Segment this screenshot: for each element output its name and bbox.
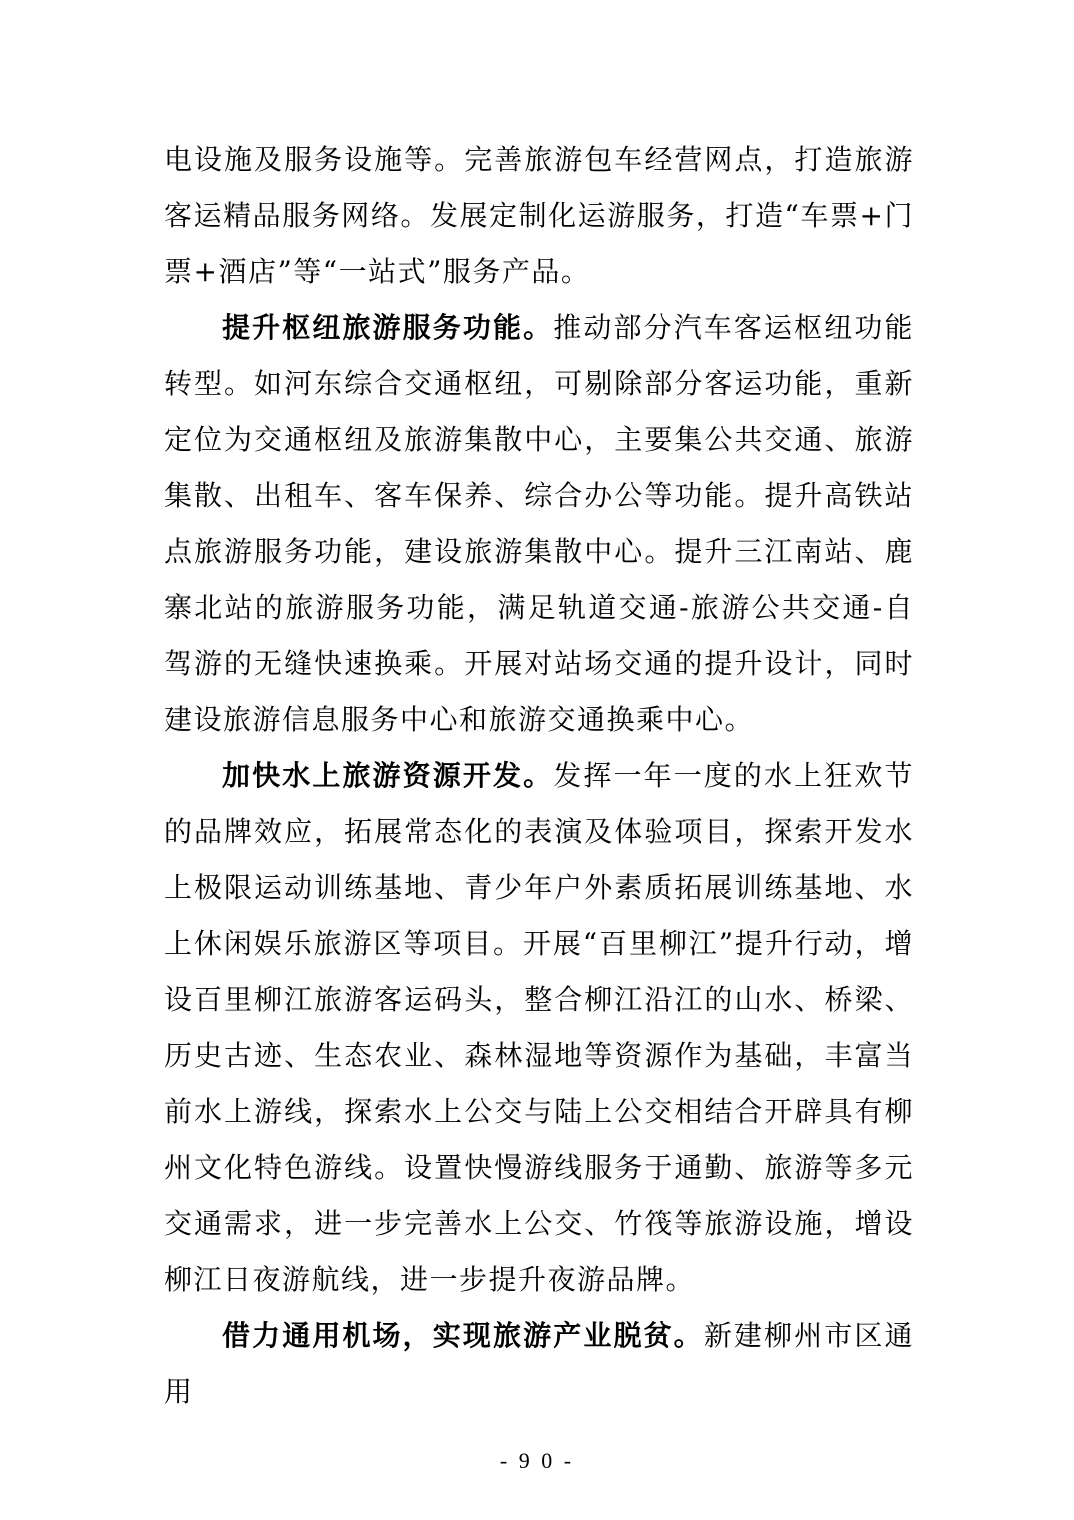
body-text: [164, 132, 914, 1420]
paragraph-hub-tourism-service: [164, 300, 914, 748]
paragraph-text: 发挥一年一度的水上狂欢节的品牌效应，拓展常态化的表演及体验项目，探索开发水上极限运动训练基地、青少年户外素质拓展训练基地、水上休闲娱乐旅游区等项目。开展“百里柳江”提升行动，增设百里柳江旅游客运码头，整合柳江沿江的山水、桥梁、历史古迹、生态农业、森林湿地等资源作为基础，丰富当前水上游线，探索水上公交与陆上公交相结合开辟具有柳州文化特色游线。设置快慢游线服务于通勤、旅游等多元交通需求，进一步完善水上公交、竹筏等旅游设施，增设柳江日夜游航线，进一步提升夜游品牌。: [164, 759, 914, 1296]
paragraph-continued: [164, 132, 914, 300]
paragraph-heading: 借力通用机场，实现旅游产业脱贫。: [222, 1319, 704, 1352]
paragraph-text: 新建柳州市区通用: [164, 1319, 914, 1408]
page-number: - 9 0 -: [499, 1448, 575, 1473]
paragraph-heading: 加快水上旅游资源开发。: [222, 759, 554, 792]
paragraph-text: 推动部分汽车客运枢纽功能转型。如河东综合交通枢纽，可剔除部分客运功能，重新定位为交通枢纽及旅游集散中心，主要集公共交通、旅游集散、出租车、客车保养、综合办公等功能。提升高铁站点旅游服务功能，建设旅游集散中心。提升三江南站、鹿寨北站的旅游服务功能，满足轨道交通-旅游公共交通-自驾游的无缝快速换乘。开展对站场交通的提升设计，同时建设旅游信息服务中心和旅游交通换乘中心。: [164, 311, 914, 736]
paragraph-water-tourism: [164, 748, 914, 1308]
paragraph-general-airport: [164, 1308, 914, 1420]
paragraph-text: 电设施及服务设施等。完善旅游包车经营网点，打造旅游客运精品服务网络。发展定制化运游服务，打造“车票+门票+酒店”等“一站式”服务产品。: [164, 143, 914, 288]
paragraph-heading: 提升枢纽旅游服务功能。: [222, 311, 554, 344]
